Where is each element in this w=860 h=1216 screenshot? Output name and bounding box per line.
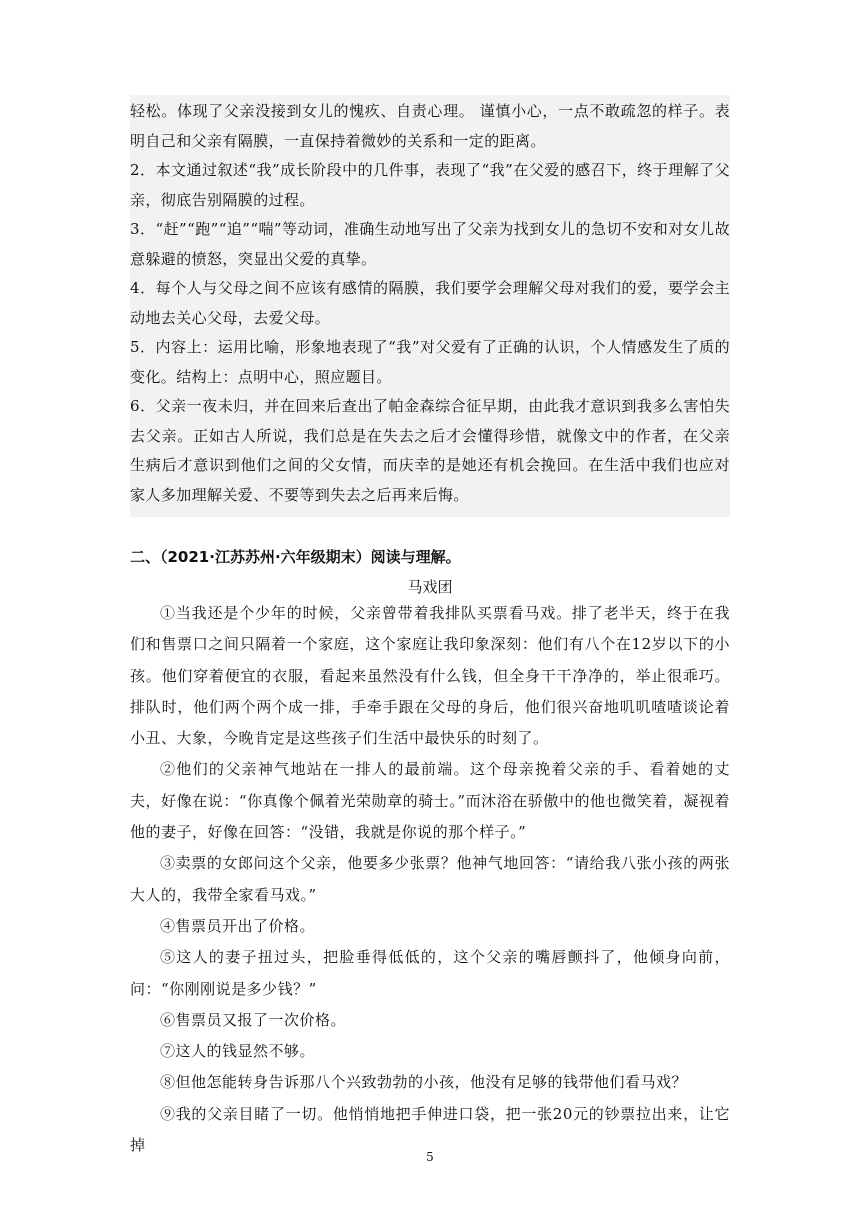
story-paragraph: ⑧但他怎能转身告诉那八个兴致勃勃的小孩，他没有足够的钱带他们看马戏？ [160,1073,688,1092]
answer-item-3: 3．“赶”“跑”“追”“喘”等动词，准确生动地写出了父亲为找到女儿的急切不安和对女儿故意躲避的愤怒，突显出父爱的真挚。 [130,220,730,268]
story-paragraph: ①当我还是个少年的时候，父亲曾带着我排队买票看马戏。排了老半天，终于在我们和售票口之间只隔着一个家庭，这个家庭让我印象深刻：他们有八个在12岁以下的小孩。他们穿着便宜的衣服，看起来虽然没有什么钱，但全身干干净净的，举止很乖巧。排队时，他们两个两个成一排，手牵手跟在父母的身后，他们很兴奋地叽叽喳喳谈论着小丑、大象，今晚肯定是这些孩子们生活中最快乐的时刻了。 [130,604,730,748]
story-paragraph: ⑦这人的钱显然不够。 [160,1042,316,1061]
answer-continued-line: 轻松。体现了父亲没接到女儿的愧疚、自责心理。 谨慎小心，一点不敢疏忽的样子。表明自己和父亲有隔膜，一直保持着微妙的关系和一定的距离。 [130,102,730,150]
answer-item-4: 4．每个人与父母之间不应该有感情的隔膜，我们要学会理解父母对我们的爱，要学会主动地去关心父母，去爱父母。 [130,279,730,327]
story-paragraph: ⑥售票员又报了一次价格。 [160,1010,347,1029]
story-paragraph: ⑨我的父亲目睹了一切。他悄悄地把手伸进口袋，把一张20元的钞票拉出来，让它掉 [130,1104,730,1155]
story-title: 马戏团 [407,578,453,596]
answer-item-5: 5．内容上：运用比喻，形象地表现了“我”对父爱有了正确的认识，个人情感发生了质的变化。结构上：点明中心，照应题目。 [130,338,730,386]
answer-item-6: 6．父亲一夜未归，并在回来后查出了帕金森综合征早期，由此我才意识到我多么害怕失去父亲。正如古人所说，我们总是在失去之后才会懂得珍惜，就像文中的作者，在父亲生病后才意识到他们之间的父女情，而庆幸的是她还有机会挽回。在生活中我们也应对家人多加理解关爱、不要等到失去之后再来后悔。 [130,397,730,504]
answer-item-2: 2．本文通过叙述“我”成长阶段中的几件事，表现了“我”在父爱的感召下，终于理解了父亲，彻底告别隔膜的过程。 [130,161,730,209]
answer-section [130,95,730,517]
story-paragraph: ②他们的父亲神气地站在一排人的最前端。这个母亲挽着父亲的手、看着她的丈夫，好像在说：“你真像个佩着光荣勋章的骑士。”而沐浴在骄傲中的他也微笑着，凝视着他的妻子，好像在回答：“没错，我就是你说的那个样子。” [130,760,730,842]
story-paragraph: ⑤这人的妻子扭过头，把脸垂得低低的，这个父亲的嘴唇颤抖了，他倾身向前，问：“你刚刚说是多少钱？” [130,948,730,998]
section-heading: 二、（2021·江苏苏州·六年级期末）阅读与理解。 [130,548,461,566]
story-body [130,598,730,1161]
story-paragraph: ③卖票的女郎问这个父亲，他要多少张票？他神气地回答：“请给我八张小孩的两张大人的，我带全家看马戏。” [130,854,730,904]
story-paragraph: ④售票员开出了价格。 [160,916,316,935]
page-number: 5 [426,1150,434,1164]
